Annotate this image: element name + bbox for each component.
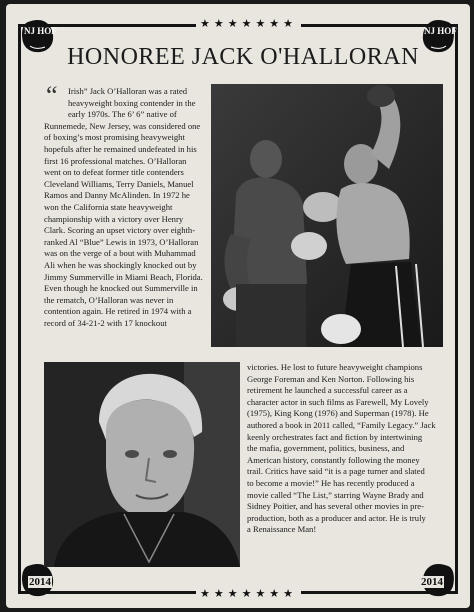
article-line: authored a book in 2011 called, “Family Legacy.” Jack [247, 419, 436, 430]
article-line: character actor in such films as Farewell, My Lovely [247, 396, 429, 407]
article-line: Ramos and Danny McAlinden. In 1972 he [44, 190, 190, 201]
article-column-right [247, 362, 447, 536]
article-line: hopefuls after he remained undefeated in his [44, 143, 197, 154]
boxing-match-photo [211, 84, 443, 347]
emblem-left-label: NJ HOF [24, 26, 57, 36]
article-line: victories. He lost to future heavyweight champions [247, 362, 423, 372]
year-right: 2014 [421, 576, 443, 588]
article-line: George Foreman and Ken Norton. Following his [247, 373, 415, 384]
emblem-right-label: NJ HOF [424, 26, 457, 36]
article-line: production, both as a producer and actor. He is truly [247, 512, 426, 523]
article-line: Irish” Jack O’Halloran was a rated [68, 86, 188, 96]
opening-quote-mark: “ [46, 81, 58, 110]
article-line: Cleveland Williams, Terry Daniels, Manuel [44, 178, 194, 189]
hall-of-fame-glove-icon [18, 16, 58, 56]
article-column-left [44, 81, 212, 329]
article-line: contention again. He retired in 1974 with a [44, 306, 192, 317]
article-line: heavyweight boxing contender in the [68, 97, 196, 108]
page-title: HONOREE JACK O'HALLORAN [67, 44, 419, 70]
header-stars: ★★★★★★★ [196, 17, 301, 31]
year-left: 2014 [29, 576, 51, 588]
article-line: retirement he launched a successful career as a [247, 385, 408, 396]
article-line: Clark. Scoring an upset victory over eighth- [44, 225, 196, 236]
article-line: Runnemede, New Jersey, was considered one [44, 120, 201, 131]
article-line: went on to defeat former title contenders [44, 167, 184, 178]
hall-of-fame-glove-icon [418, 16, 458, 56]
article-line: the mafia, government, politics, business, and [247, 443, 405, 454]
article-line: won the California state heavyweight [44, 201, 173, 212]
article-line: to become a movie!” He has recently produced a [247, 477, 415, 488]
footer-stars: ★★★★★★★ [196, 587, 301, 601]
article-line: championship with a victory over Henry [44, 213, 184, 224]
article-line: first 16 professional matches. O’Halloran [44, 155, 187, 166]
article-line: movie called “The List,” starring Wayne Brady and [247, 489, 424, 500]
article-line: was on the verge of a bout with Muhammad [44, 248, 196, 259]
article-line: American history, constantly following the money [247, 454, 420, 465]
article-line: early 1970s. The 6’ 6” native of [68, 109, 177, 120]
article-line: record of 34-21-2 with 17 knockout [44, 317, 167, 328]
magazine-page [6, 4, 470, 608]
portrait-photo [44, 362, 240, 567]
article-line: the rematch, O’Halloran was never in [44, 294, 174, 305]
article-line: Ali when he was shockingly knocked out by [44, 259, 197, 270]
article-line: keenly orchestrates fact and fiction by intertwining [247, 431, 423, 442]
article-line: ranked Al “Blue” Lewis in 1973, O’Halloran [44, 236, 199, 247]
article-line: Jimmy Summerville in Miami Beach, Florida. [44, 271, 203, 282]
article-line: of boxing’s most promising heavyweight [44, 132, 185, 143]
article-line: Even though he knocked out Summerville in [44, 283, 198, 294]
article-line: trail. Critics have said “it is a page turner and slated [247, 466, 425, 477]
article-line: a Renaissance Man! [247, 524, 317, 535]
article-line: (1975), King Kong (1976) and Superman (1978). He [247, 408, 429, 419]
article-line: Sidney Poitier, and has several other movies in pre- [247, 501, 424, 512]
